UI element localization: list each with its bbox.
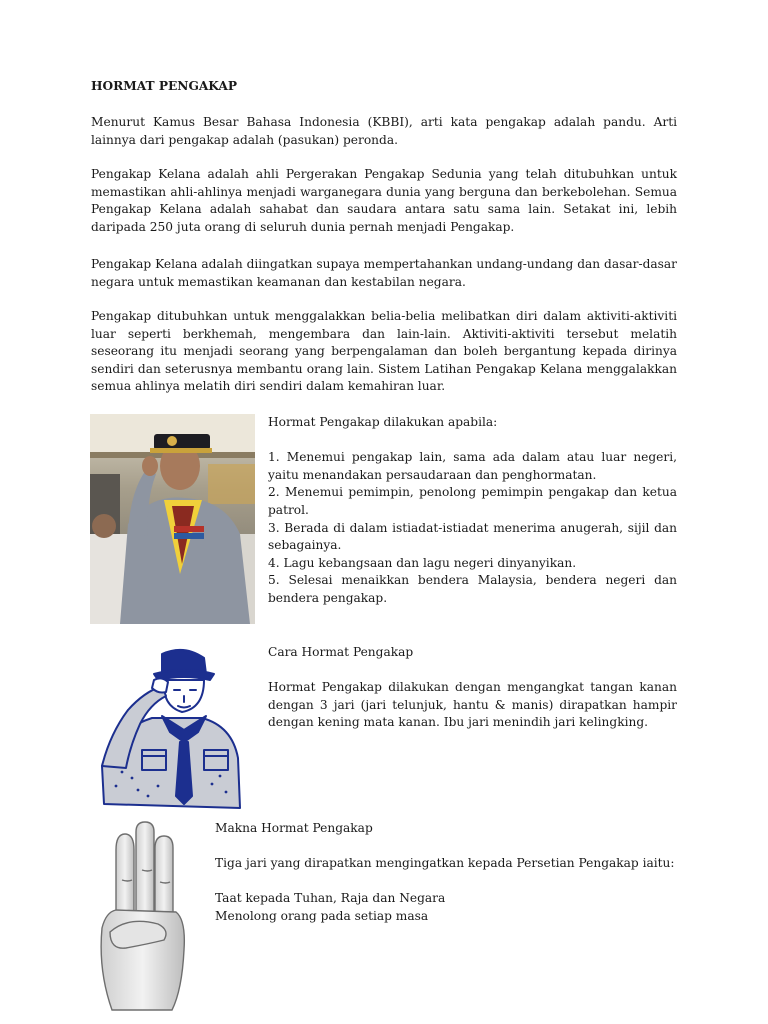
makna-intro: Tiga jari yang dirapatkan mengingatkan kepada Persetian Pengakap iaitu:: [215, 856, 675, 871]
cara-heading: Cara Hormat Pengakap: [268, 645, 414, 659]
makna-line: Menolong orang pada setiap masa: [215, 908, 429, 923]
apabila-item: 1. Menemui pengakap lain, sama ada dalam atau luar negeri, yaitu menandakan persaudaraan dan penghormatan.: [268, 450, 677, 482]
spacer: [215, 873, 677, 891]
spacer: [268, 662, 677, 680]
apabila-item: 3. Berada di dalam istiadat-istiadat menerima anugerah, sijil dan sebagainya.: [268, 520, 677, 553]
apabila-section: [268, 414, 677, 608]
paragraph-kelana-sedunia: Pengakap Kelana adalah ahli Pergerakan Pengakap Sedunia yang telah ditubuhkan untuk memastikan ahli-ahlinya menjadi warganegara dunia yang berguna dan berkebolehan. Semua Pengakap Kelana adalah sahabat dan saudara antara satu sama lain. Setakat ini, lebih daripada 250 juta orang di seluruh dunia pernah menjadi Pengakap.: [91, 167, 677, 234]
spacer: [215, 838, 677, 856]
cara-text: Hormat Pengakap dilakukan dengan mengangkat tangan kanan dengan 3 jari (jari telunjuk, hantu & manis) dirapatkan hampir dengan kening mata kanan. Ibu jari menindih jari kelingking.: [268, 680, 677, 730]
apabila-item: 5. Selesai menaikkan bendera Malaysia, bendera negeri dan bendera pengakap.: [268, 573, 677, 605]
page-title: HORMAT PENGAKAP: [91, 79, 238, 93]
cara-section: [268, 644, 677, 732]
apabila-item: 2. Menemui pemimpin, penolong pemimpin pengakap dan ketua patrol.: [268, 485, 677, 517]
apabila-item: 4. Lagu kebangsaan dan lagu negeri dinyanyikan.: [268, 555, 577, 570]
makna-heading: Makna Hormat Pengakap: [215, 821, 373, 835]
scout-salute-drawing: [92, 646, 244, 812]
makna-line: Taat kepada Tuhan, Raja dan Negara: [215, 891, 446, 906]
spacer: [268, 432, 677, 450]
three-finger-hand-sign: [92, 820, 192, 1012]
photo-officer-saluting: [90, 414, 255, 624]
makna-section: [215, 820, 677, 926]
paragraph-aktiviti: Pengakap ditubuhkan untuk menggalakkan belia-belia melibatkan diri dalam aktiviti-aktiviti luar seperti berkhemah, mengembara dan lain-lain. Aktiviti-aktiviti tersebut melatih seseorang itu menjadi seorang yang berpengalaman dan boleh bergantung kepada dirinya sendiri dan seterusnya membantu orang lain. Sistem Latihan Pengakap Kelana menggalakkan semua ahlinya melatih diri sendiri dalam kemahiran luar.: [91, 309, 677, 394]
paragraph-kbbi: Menurut Kamus Besar Bahasa Indonesia (KBBI), arti kata pengakap adalah pandu. Arti lainnya dari pengakap adalah (pasukan) peronda.: [91, 115, 677, 147]
apabila-intro: Hormat Pengakap dilakukan apabila:: [268, 415, 498, 429]
paragraph-undang-undang: Pengakap Kelana adalah diingatkan supaya mempertahankan undang-undang dan dasar-dasar negara untuk memastikan keamanan dan kestabilan negara.: [91, 257, 677, 289]
